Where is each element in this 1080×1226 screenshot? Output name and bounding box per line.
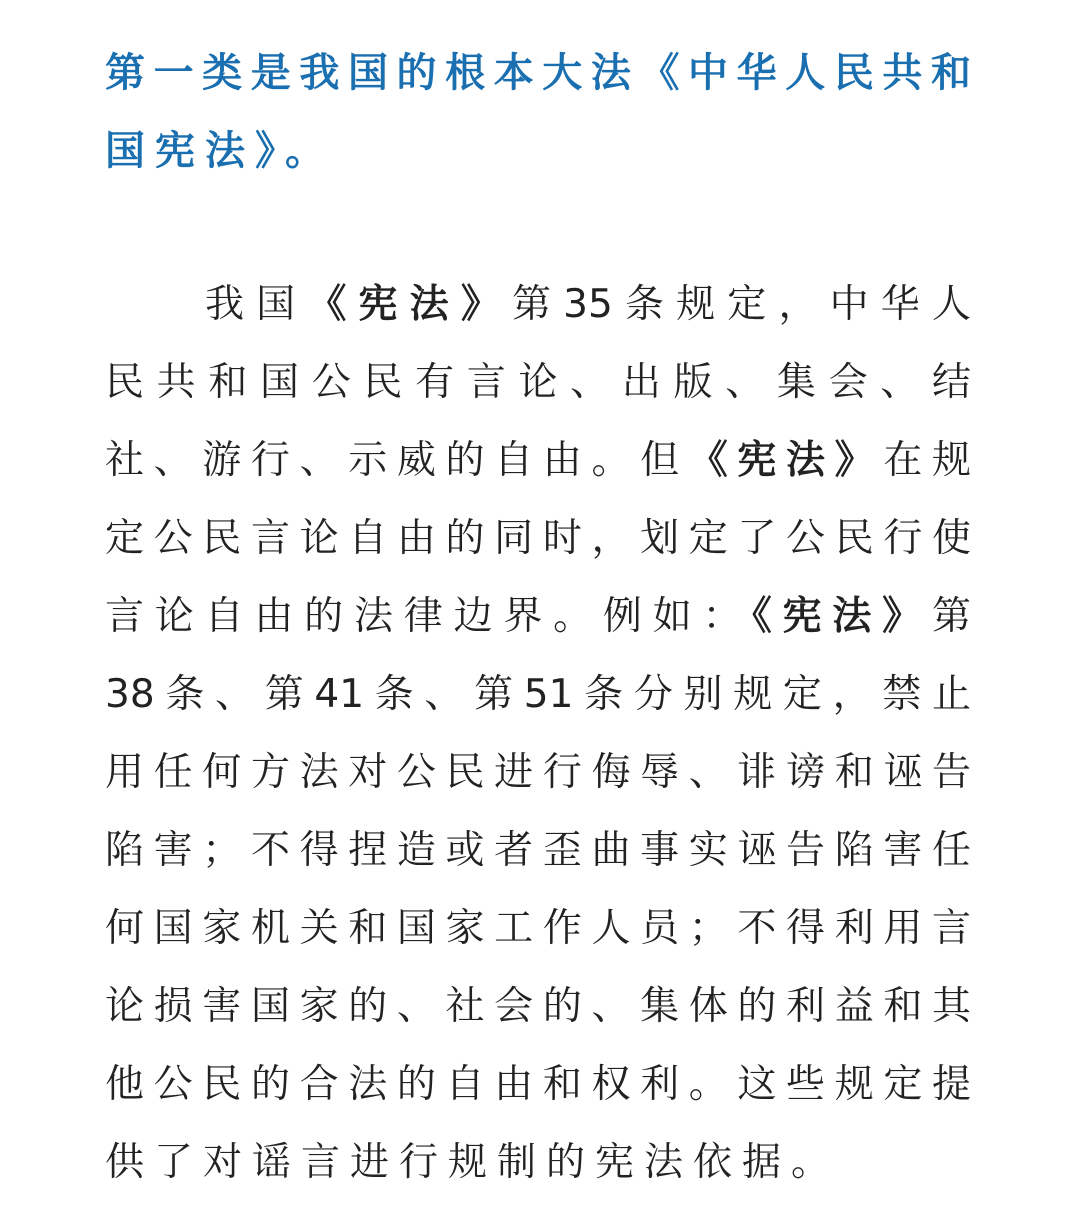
heading-line: 国宪法》。 (105, 128, 335, 174)
paragraph-line (105, 968, 971, 1046)
paragraph-line (105, 890, 971, 968)
paragraph-line (105, 266, 971, 344)
text-segment: 在规 (883, 438, 971, 483)
text-segment: 38条、第41条、第51条分别规定，禁止 (105, 672, 971, 717)
text-segment: 言论自由的法律边界。例如： (105, 594, 753, 639)
text-segment: 陷害；不得捏造或者歪曲事实诬告陷害任 (105, 828, 971, 873)
text-segment: 供了对谣言进行规制的宪法依据。 (105, 1140, 841, 1185)
bold-law-title: 《宪法》 (752, 594, 932, 639)
text-segment: 他公民的合法的自由和权利。这些规定提 (105, 1062, 971, 1107)
text-segment: 第 (931, 594, 971, 639)
paragraph-line (105, 656, 971, 734)
paragraph-line (105, 734, 971, 812)
paragraph-line (105, 578, 971, 656)
heading-line: 第一类是我国的根本大法《中华人民共和 (105, 50, 971, 96)
text-segment: 何国家机关和国家工作人员；不得利用言 (105, 906, 971, 951)
text-segment: 第35条规定，中华人 (512, 282, 971, 327)
body-paragraph (105, 266, 971, 1202)
bold-law-title: 《宪法》 (307, 282, 513, 327)
paragraph-line (105, 500, 971, 578)
text-segment: 用任何方法对公民进行侮辱、诽谤和诬告 (105, 750, 971, 795)
text-segment: 定公民言论自由的同时，划定了公民行使 (105, 516, 971, 561)
paragraph-line (105, 1046, 971, 1124)
section-heading (105, 34, 971, 190)
text-segment: 社、游行、示威的自由。但 (105, 438, 689, 483)
paragraph-line (105, 344, 971, 422)
paragraph-line (105, 1124, 971, 1202)
text-segment: 论损害国家的、社会的、集体的利益和其 (105, 984, 971, 1029)
paragraph-line (105, 422, 971, 500)
text-segment: 民共和国公民有言论、出版、集会、结 (105, 360, 971, 405)
paragraph-line (105, 812, 971, 890)
text-segment: 我国 (205, 282, 308, 327)
bold-law-title: 《宪法》 (688, 438, 884, 483)
